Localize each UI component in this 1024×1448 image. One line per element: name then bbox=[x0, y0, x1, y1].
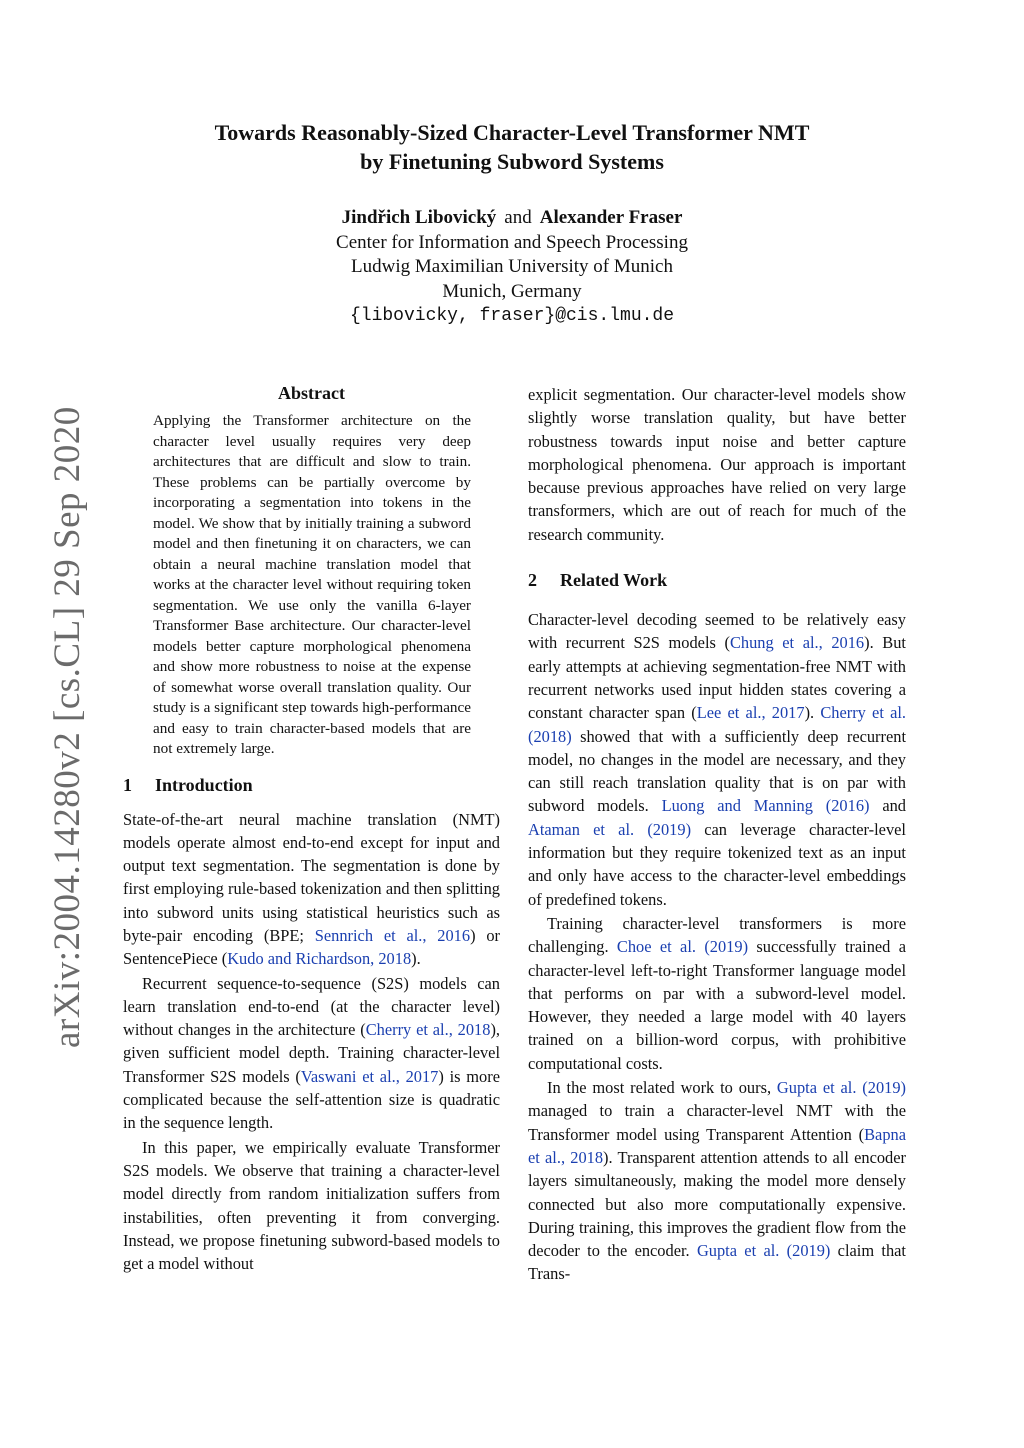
text-run: ). bbox=[411, 949, 421, 969]
text-run: In the most related work to ours, bbox=[547, 1078, 777, 1098]
section-title: Introduction bbox=[155, 774, 253, 795]
arxiv-identifier-stamp: arXiv:2004.14280v2 [cs.CL] 29 Sep 2020 bbox=[47, 406, 88, 1048]
text-run: can leverage character-level information but they require tokenized text as an input and only have access to the character-level embeddings of predefined tokens. bbox=[528, 819, 906, 909]
citation-link[interactable]: Bapna et al., 2018 bbox=[528, 1124, 906, 1167]
abstract-text: Applying the Transformer architecture on the character level usually requires very deep architectures that are difficult and slow to train. These problems can be partially overcome by incorporating a segmentation into tokens in the model. We show that by initially training a subword model and then finetuning it on characters, we can obtain a neural machine translation model that works at the character level without requiring token segmentation. We use only the vanilla 6-layer Transformer Base architecture. Our character-level models better capture morphological phenomena and show more robustness to noise at the expense of somewhat worse overall translation quality. Our study is a significant step towards high-performance and easy to train character-based models that are not extremely large. bbox=[153, 412, 472, 757]
citation-link[interactable]: Choe et al. (2019) bbox=[616, 937, 749, 957]
text-run: ) or SentencePiece ( bbox=[123, 925, 500, 969]
author-names bbox=[0, 206, 1024, 231]
text-run: Character-level decoding seemed to be relatively easy with recurrent S2S models ( bbox=[528, 610, 906, 653]
author-email: {libovicky, fraser}@cis.lmu.de bbox=[349, 306, 675, 326]
text-run: managed to train a character-level NMT with the Transformer model using Transparent Attention ( bbox=[528, 1101, 906, 1144]
title-line-2: by Finetuning Subword Systems bbox=[360, 149, 664, 174]
section-1-heading bbox=[123, 775, 500, 796]
related-paragraph-3 bbox=[528, 1076, 906, 1286]
author-block bbox=[0, 206, 1024, 329]
affiliation-line: Center for Information and Speech Processing bbox=[336, 231, 688, 253]
citation-link[interactable]: Vaswani et al., 2017 bbox=[300, 1066, 439, 1086]
text-run: ). Transparent attention attends to all encoder layers simultaneously, making the model more densely connected but also more computationally expensive. During training, this improves the gradient flow from the decoder to the encoder. bbox=[528, 1147, 906, 1261]
text-run: claim that Trans- bbox=[528, 1241, 906, 1284]
citation-link[interactable]: Lee et al., 2017 bbox=[696, 703, 805, 723]
section-2-heading bbox=[528, 570, 906, 591]
text-run: successfully trained a character-level left-to-right Transformer language model that performs on par with a subword-level model. However, they needed a large model with 40 layers trained on a billion-word corpus, with prohibitive computational costs. bbox=[528, 937, 906, 1073]
related-paragraph-1 bbox=[528, 608, 906, 911]
citation-link[interactable]: Chung et al., 2016 bbox=[729, 633, 865, 653]
citation-link[interactable]: Sennrich et al., 2016 bbox=[314, 925, 471, 945]
citation-link[interactable]: Gupta et al. (2019) bbox=[696, 1241, 831, 1261]
text-run: ). bbox=[804, 703, 821, 723]
intro-continuation: explicit segmentation. Our character-level models show slightly worse translation quality, but have better robustness towards input noise and better capture morphological phenomena. Our approach is important because previous approaches have relied on very large transformers, which are out of reach for much of the research community. bbox=[528, 385, 906, 544]
citation-link[interactable]: Luong and Manning (2016) bbox=[661, 796, 870, 816]
title-line-1: Towards Reasonably-Sized Character-Level Transformer NMT bbox=[214, 120, 810, 145]
text-run: showed that with a sufficiently deep recurrent model, no changes in the model are necessary, and they can still reach translation quality that is on par with subword models. bbox=[528, 726, 906, 816]
affiliation-line: Munich, Germany bbox=[442, 280, 582, 302]
text-run: Training character-level transformers is more challenging. bbox=[528, 913, 906, 957]
author-2: Alexander Fraser bbox=[539, 207, 683, 228]
text-run: ). But early attempts at achieving segmentation-free NMT with recurrent networks used input hidden states covering a constant character span ( bbox=[528, 633, 906, 723]
section-title: Related Work bbox=[560, 570, 668, 591]
intro-paragraph-1 bbox=[123, 808, 500, 971]
section-number: 1 bbox=[123, 774, 132, 795]
text-run: State-of-the-art neural machine translation (NMT) models operate almost end-to-end except for input and output text segmentation. The segmentation is done by first employing rule-based tokenization and then splitting into subword units using statistical heuristics such as byte-pair encoding (BPE; bbox=[123, 809, 500, 945]
intro-paragraph-3: In this paper, we empirically evaluate Transformer S2S models. We observe that training a character-level model directly from random initialization suffers from instabilities, often preventing it from converging. Instead, we propose finetuning subword-based models to get a model without bbox=[123, 1137, 500, 1274]
abstract-heading: Abstract bbox=[278, 383, 345, 403]
affiliation-line: Ludwig Maximilian University of Munich bbox=[351, 256, 673, 277]
citation-link[interactable]: Cherry et al. (2018) bbox=[528, 703, 906, 746]
paper-title bbox=[0, 118, 1024, 176]
author-conjunction: and bbox=[504, 207, 532, 228]
text-run: Recurrent sequence-to-sequence (S2S) models can learn translation end-to-end (at the character level) without changes in the architecture ( bbox=[123, 973, 500, 1040]
author-1: Jindřich Libovický bbox=[341, 207, 497, 228]
text-run: and bbox=[869, 796, 906, 816]
citation-link[interactable]: Ataman et al. (2019) bbox=[528, 819, 692, 839]
section-number: 2 bbox=[528, 570, 537, 591]
citation-link[interactable]: Cherry et al., 2018 bbox=[365, 1020, 491, 1040]
citation-link[interactable]: Kudo and Richardson, 2018 bbox=[227, 949, 412, 969]
left-column bbox=[123, 380, 500, 1275]
text-run: ), given sufficient model depth. Training character-level Transformer S2S models ( bbox=[123, 1020, 500, 1086]
right-column bbox=[528, 380, 906, 1286]
citation-link[interactable]: Gupta et al. (2019) bbox=[776, 1078, 906, 1098]
intro-paragraph-2 bbox=[123, 972, 500, 1135]
related-paragraph-2 bbox=[528, 912, 906, 1075]
text-run: ) is more complicated because the self-attention size is quadratic in the sequence length. bbox=[123, 1066, 500, 1133]
